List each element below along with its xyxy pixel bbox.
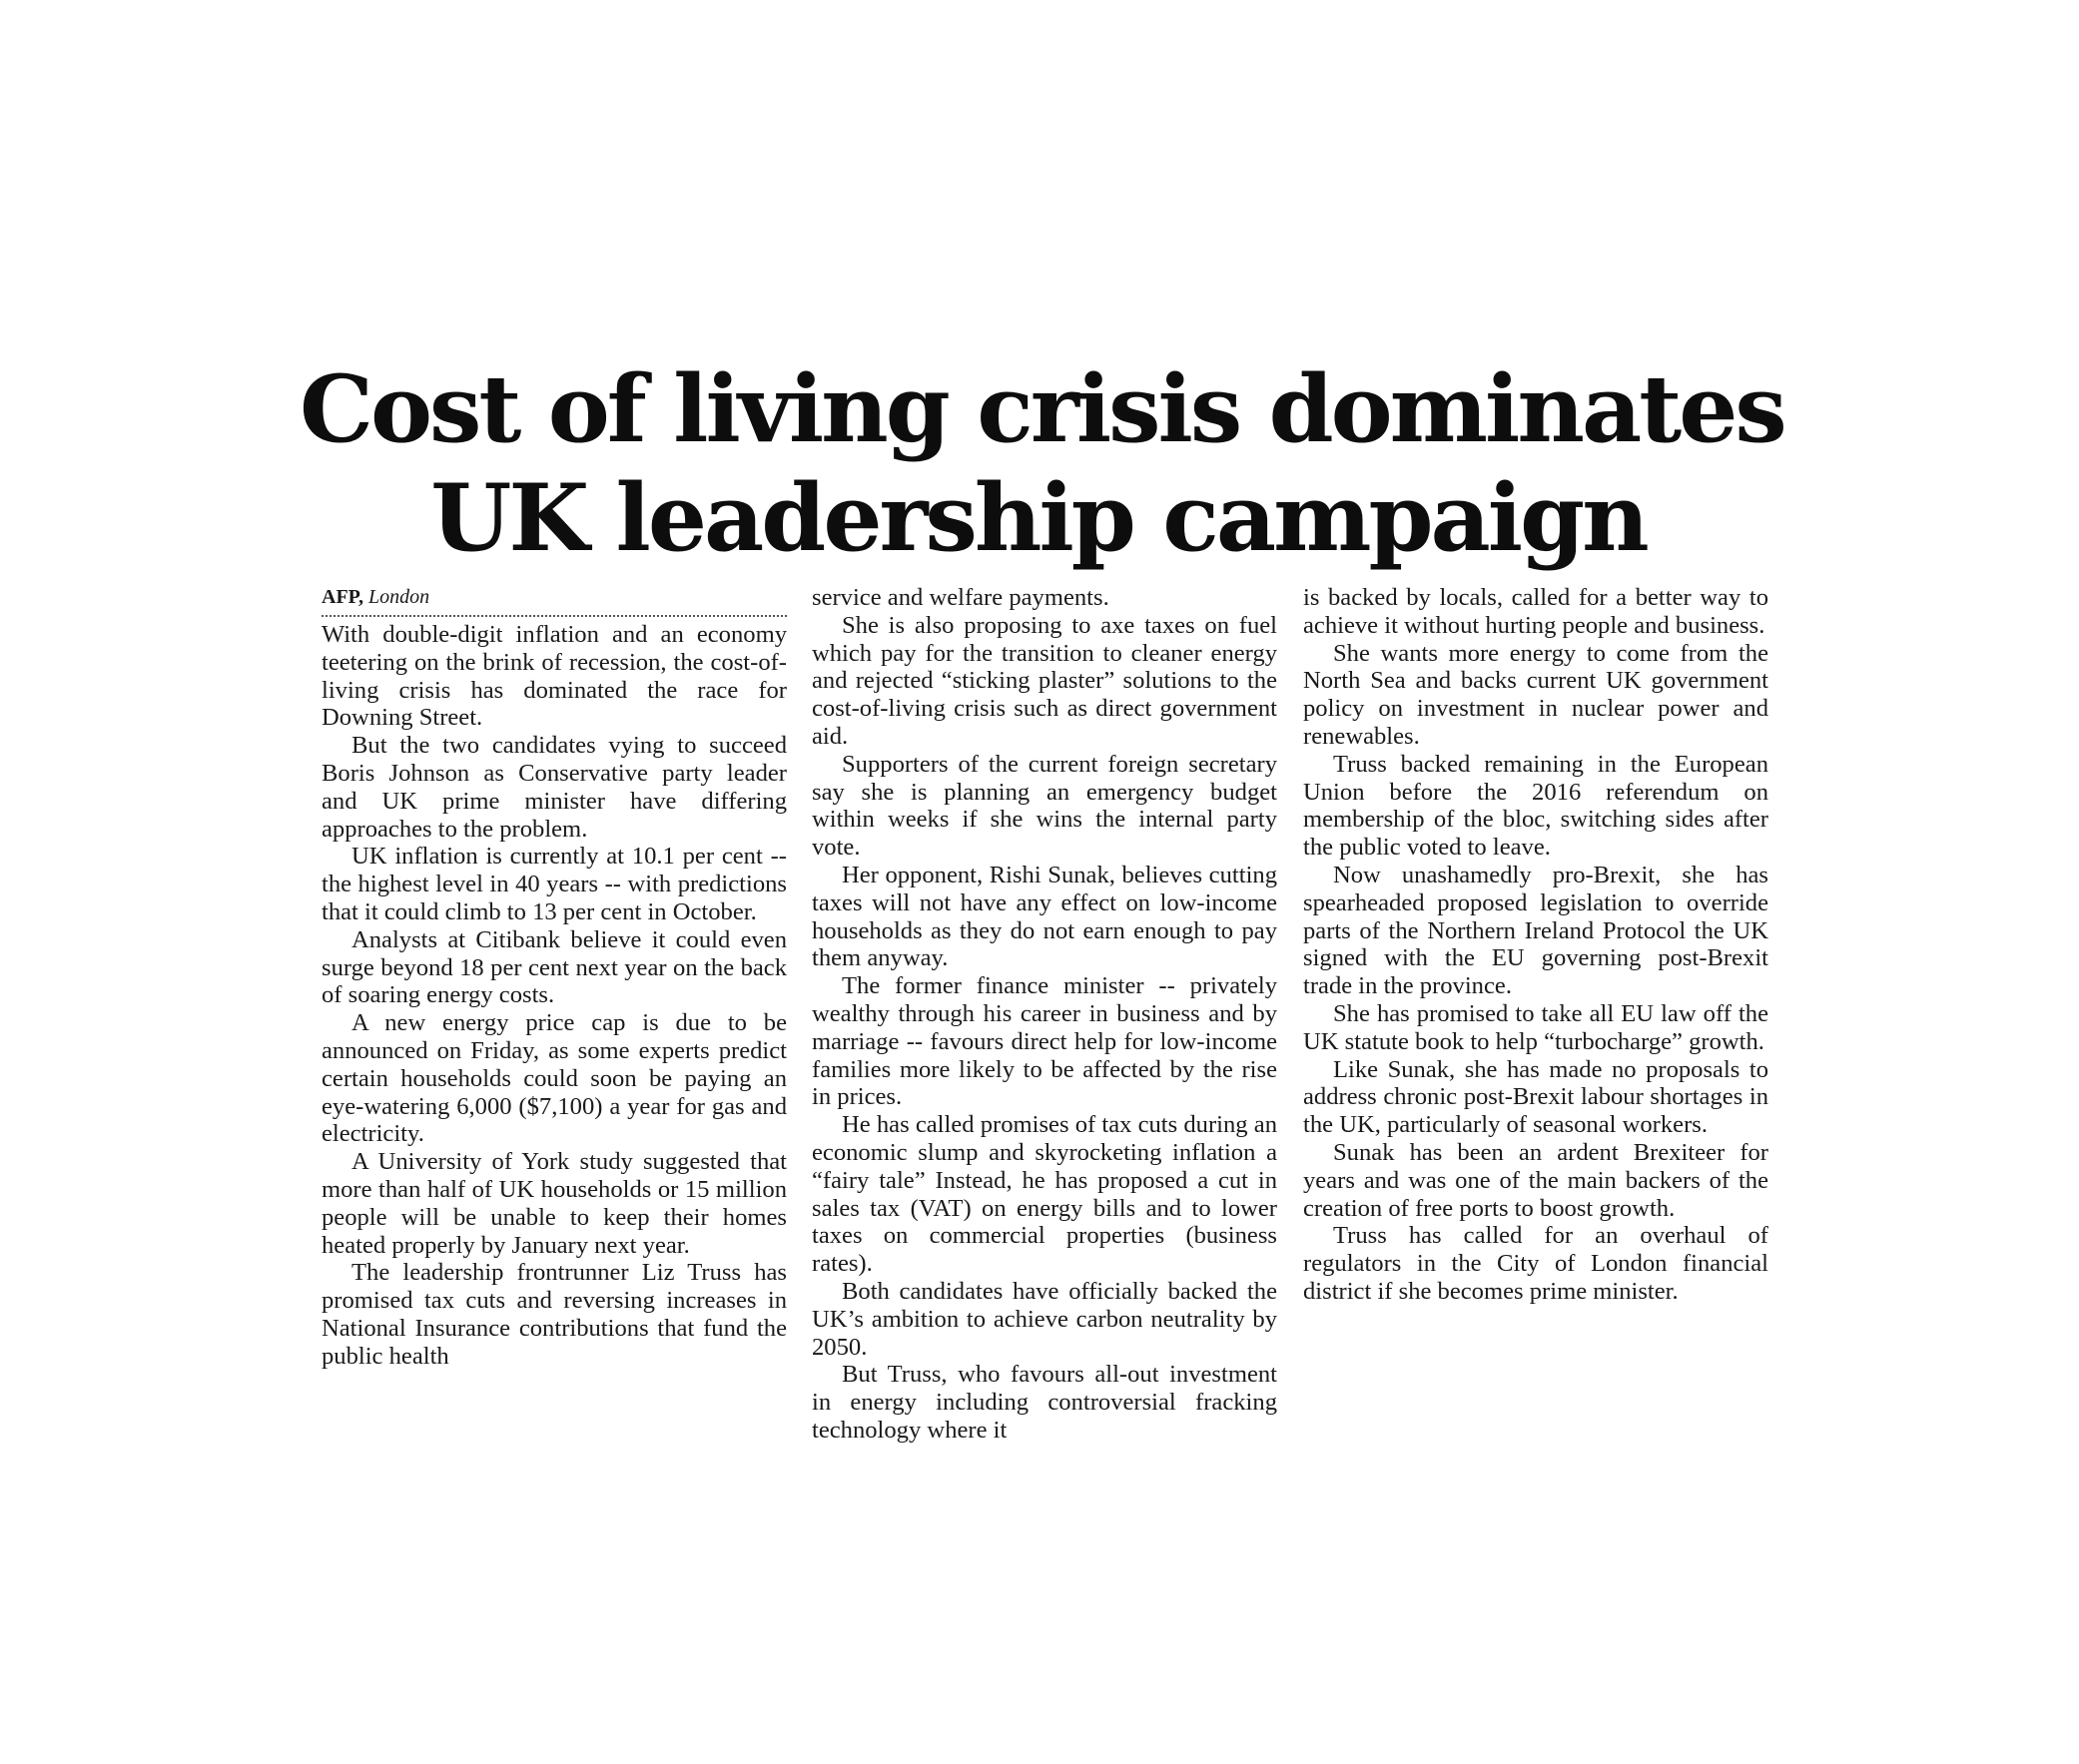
paragraph: UK inflation is currently at 10.1 per cent -- the highest level in 40 years -- with predictions that it could climb to 13 per cent in October. xyxy=(322,843,787,925)
paragraph: The former finance minister -- privately wealthy through his career in business and by marriage -- favours direct help for low-income families more likely to be affected by the rise in prices. xyxy=(812,972,1277,1111)
paragraph: is backed by locals, called for a better way to achieve it without hurting people and business. xyxy=(1303,584,1768,639)
headline-line-2: UK leadership campaign xyxy=(430,463,1647,572)
paragraph: Truss has called for an overhaul of regulators in the City of London financial district if she becomes prime minister. xyxy=(1303,1222,1768,1305)
paragraph: She is also proposing to axe taxes on fuel which pay for the transition to cleaner energy and rejected “sticking plaster” solutions to the cost-of-living crisis such as direct government aid. xyxy=(812,611,1277,750)
paragraph: Like Sunak, she has made no proposals to address chronic post-Brexit labour shortages in the UK, particularly of seasonal workers. xyxy=(1303,1055,1768,1139)
paragraph: She has promised to take all EU law off the UK statute book to help “turbocharge” growth. xyxy=(1303,999,1768,1055)
paragraph: Now unashamedly pro-Brexit, she has spearheaded proposed legislation to override parts of the Northern Ireland Protocol the UK signed with the EU governing post-Brexit trade in the province. xyxy=(1303,861,1768,1000)
paragraph: A University of York study suggested that more than half of UK households or 15 million people will be unable to keep their homes heated properly by January next year. xyxy=(322,1148,787,1259)
paragraph: The leadership frontrunner Liz Truss has promised tax cuts and reversing increases in National Insurance contributions that fund the public health xyxy=(322,1259,787,1370)
article-column-3 xyxy=(1303,584,1768,1306)
paragraph: Her opponent, Rishi Sunak, believes cutting taxes will not have any effect on low-income households as they do not earn enough to pay them anyway. xyxy=(812,861,1277,972)
paragraph: But Truss, who favours all-out investment in energy including controversial fracking technology where it xyxy=(812,1361,1277,1444)
byline xyxy=(322,584,787,617)
paragraph: Analysts at Citibank believe it could even surge beyond 18 per cent next year on the back of soaring energy costs. xyxy=(322,925,787,1009)
paragraph: A new energy price cap is due to be announced on Friday, as some experts predict certain households could soon be paying an eye-watering 6,000 ($7,100) a year for gas and electricity. xyxy=(322,1009,787,1148)
byline-location: London xyxy=(368,586,430,608)
byline-agency: AFP, xyxy=(322,586,364,608)
headline xyxy=(300,354,1784,572)
paragraph: Sunak has been an ardent Brexiteer for years and was one of the main backers of the creation of free ports to boost growth. xyxy=(1303,1138,1768,1222)
paragraph: He has called promises of tax cuts during an economic slump and skyrocketing inflation a “fairy tale” Instead, he has proposed a cut in sales tax (VAT) on energy bills and to lower taxes on commercial properties (business rates). xyxy=(812,1111,1277,1278)
paragraph: But the two candidates vying to succeed Boris Johnson as Conservative party leader and UK prime minister have differing approaches to the problem. xyxy=(322,732,787,843)
paragraph: She wants more energy to come from the North Sea and backs current UK government policy on investment in nuclear power and renewables. xyxy=(1303,639,1768,750)
headline-line-1: Cost of living crisis dominates xyxy=(300,354,1784,463)
article-column-1 xyxy=(322,584,787,1371)
paragraph: With double-digit inflation and an economy teetering on the brink of recession, the cost-of-living crisis has dominated the race for Downing Street. xyxy=(322,621,787,732)
paragraph: Truss backed remaining in the European Union before the 2016 referendum on membership of the bloc, switching sides after the public voted to leave. xyxy=(1303,750,1768,862)
paragraph: service and welfare payments. xyxy=(812,584,1109,611)
paragraph: Supporters of the current foreign secretary say she is planning an emergency budget within weeks if she wins the internal party vote. xyxy=(812,750,1277,862)
paragraph: Both candidates have officially backed the UK’s ambition to achieve carbon neutrality by 2050. xyxy=(812,1277,1277,1361)
article-column-2 xyxy=(812,584,1277,1445)
